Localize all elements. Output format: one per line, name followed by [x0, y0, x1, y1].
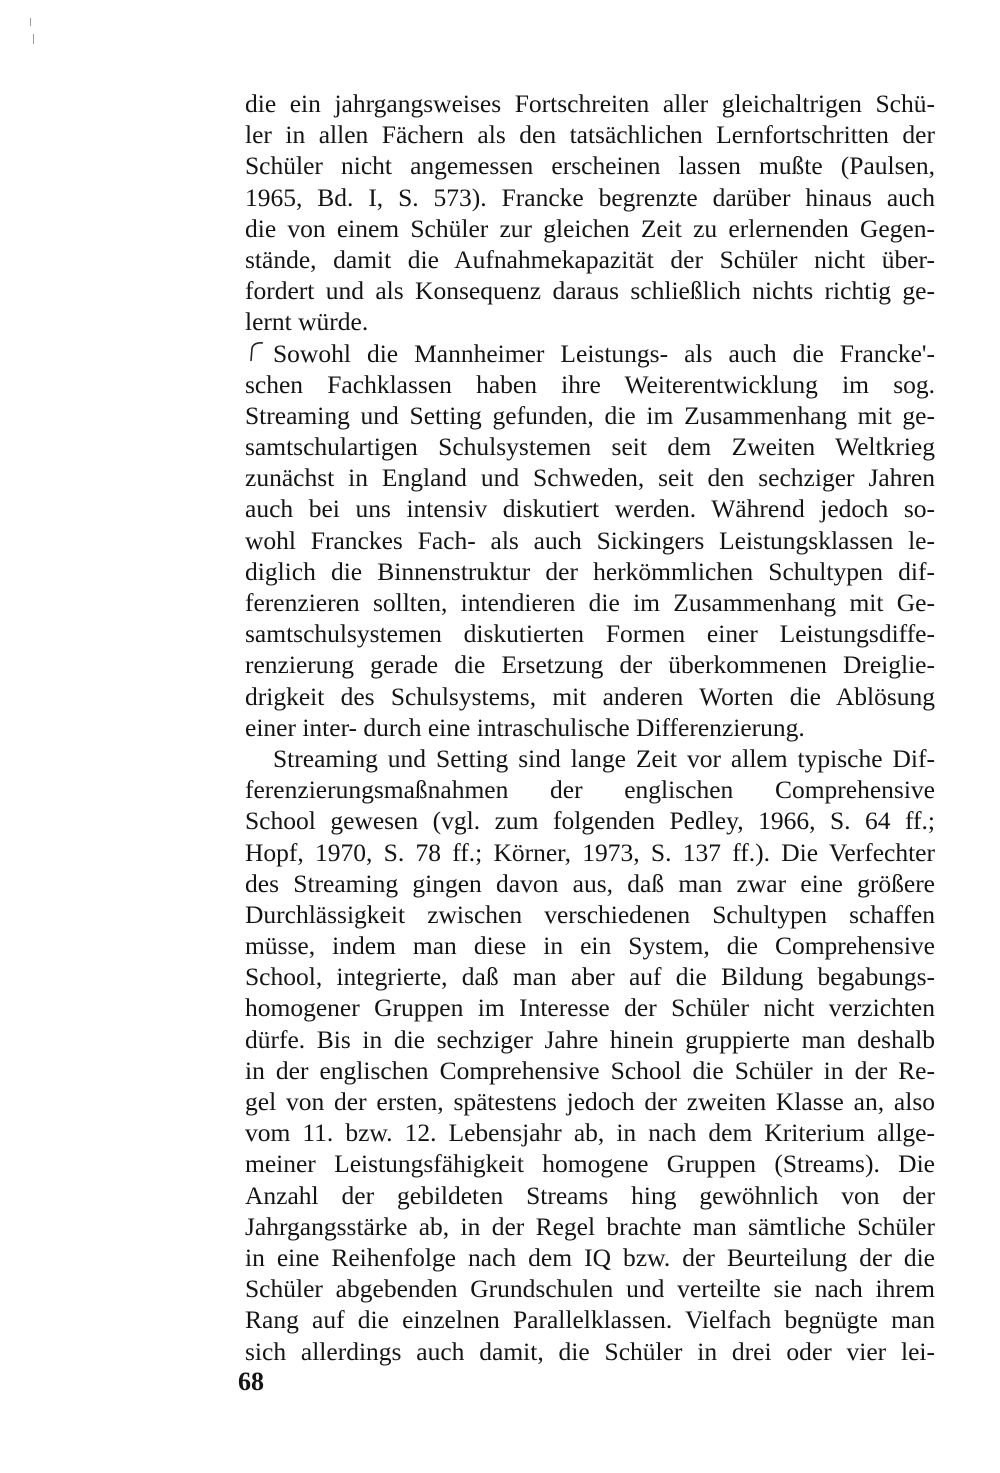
text-line: School, integrierte, daß man aber auf die Bildung begabungs-	[245, 962, 935, 992]
text-line: drigkeit des Schulsystems, mit anderen Worten die Ablösung	[245, 681, 935, 711]
text-line: lernt würde.	[245, 307, 369, 337]
text-line: ler in allen Fächern als den tatsächlichen Lernfortschritten der	[245, 120, 935, 150]
text-line: renzierung gerade die Ersetzung der überkommenen Dreiglie-	[245, 650, 935, 680]
text-line: Streaming und Setting sind lange Zeit vor allem typische Dif-	[273, 743, 935, 773]
scan-speck	[30, 18, 31, 26]
text-line: ferenzieren sollten, intendieren die im Zusammenhang mit Ge-	[245, 588, 935, 617]
text-line: ferenzierungsmaßnahmen der englischen Comprehensive	[245, 775, 935, 805]
text-line: Hopf, 1970, S. 78 ff.; Körner, 1973, S. 137 ff.). Die Verfechter	[245, 837, 935, 867]
text-line: auch bei uns intensiv diskutiert werden. Während jedoch so-	[245, 494, 935, 524]
text-line: müsse, indem man diese in ein System, die Comprehensive	[245, 931, 935, 961]
text-line: Rang auf die einzelnen Parallelklassen. Vielfach begnügte man	[245, 1305, 935, 1335]
text-line: zunächst in England und Schweden, seit den sechziger Jahren	[245, 463, 935, 493]
text-line: in eine Reihenfolge nach dem IQ bzw. der Beurteilung der die	[245, 1242, 935, 1272]
text-line: 1965, Bd. I, S. 573). Francke begrenzte darüber hinaus auch	[245, 182, 935, 212]
text-line: homogener Gruppen im Interesse der Schüler nicht verzichten	[245, 993, 935, 1023]
text-line: wohl Franckes Fach- als auch Sickingers Leistungsklassen le-	[245, 525, 935, 555]
text-line: Anzahl der gebildeten Streams hing gewöhnlich von der	[245, 1180, 935, 1210]
text-line: einer inter- durch eine intraschulische Differenzierung.	[245, 712, 805, 742]
text-line: des Streaming gingen davon aus, daß man zwar eine größere	[245, 868, 935, 898]
page-number: 68	[238, 1367, 264, 1396]
text-line: Jahrgangsstärke ab, in der Regel brachte man sämtliche Schüler	[245, 1211, 935, 1241]
text-line: meiner Leistungsfähigkeit homogene Gruppen (Streams). Die	[245, 1149, 935, 1179]
text-line: samtschulsystemen diskutierten Formen einer Leistungsdiffe-	[245, 619, 935, 649]
text-line: School gewesen (vgl. zum folgenden Pedley, 1966, S. 64 ff.;	[245, 806, 935, 836]
text-line: in der englischen Comprehensive School die Schüler in der Re-	[245, 1055, 935, 1085]
text-line: Streaming und Setting gefunden, die im Zusammenhang mit ge-	[245, 400, 935, 430]
text-line: Schüler abgebenden Grundschulen und verteilte sie nach ihrem	[245, 1274, 935, 1304]
text-line: vom 11. bzw. 12. Lebensjahr ab, in nach dem Kriterium allge-	[245, 1118, 935, 1148]
text-line: Schüler nicht angemessen erscheinen lassen mußte (Paulsen,	[245, 151, 935, 181]
text-line: Durchlässigkeit zwischen verschiedenen Schultypen schaffen	[245, 899, 935, 929]
text-line: sich allerdings auch damit, die Schüler in drei oder vier lei-	[245, 1336, 935, 1366]
text-line: die von einem Schüler zur gleichen Zeit zu erlernenden Gegen-	[245, 213, 935, 243]
text-line: gel von der ersten, spätestens jedoch der zweiten Klasse an, also	[245, 1087, 935, 1116]
text-line: stände, damit die Aufnahmekapazität der Schüler nicht über-	[245, 244, 935, 274]
body-text	[245, 88, 935, 1367]
text-line: samtschulartigen Schulsystemen seit dem Zweiten Weltkrieg	[245, 432, 935, 462]
text-line: diglich die Binnenstruktur der herkömmlichen Schultypen dif-	[245, 556, 935, 586]
scan-speck	[33, 34, 34, 44]
text-line: die ein jahrgangsweises Fortschreiten aller gleichaltrigen Schü-	[245, 89, 935, 118]
text-line: Sowohl die Mannheimer Leistungs- als auch die Francke'-	[273, 338, 935, 368]
text-line: schen Fachklassen haben ihre Weiterentwicklung im sog.	[245, 369, 935, 399]
text-line: fordert und als Konsequenz daraus schließlich nichts richtig ge-	[245, 276, 935, 306]
text-line: dürfe. Bis in die sechziger Jahre hinein gruppierte man deshalb	[245, 1024, 935, 1054]
